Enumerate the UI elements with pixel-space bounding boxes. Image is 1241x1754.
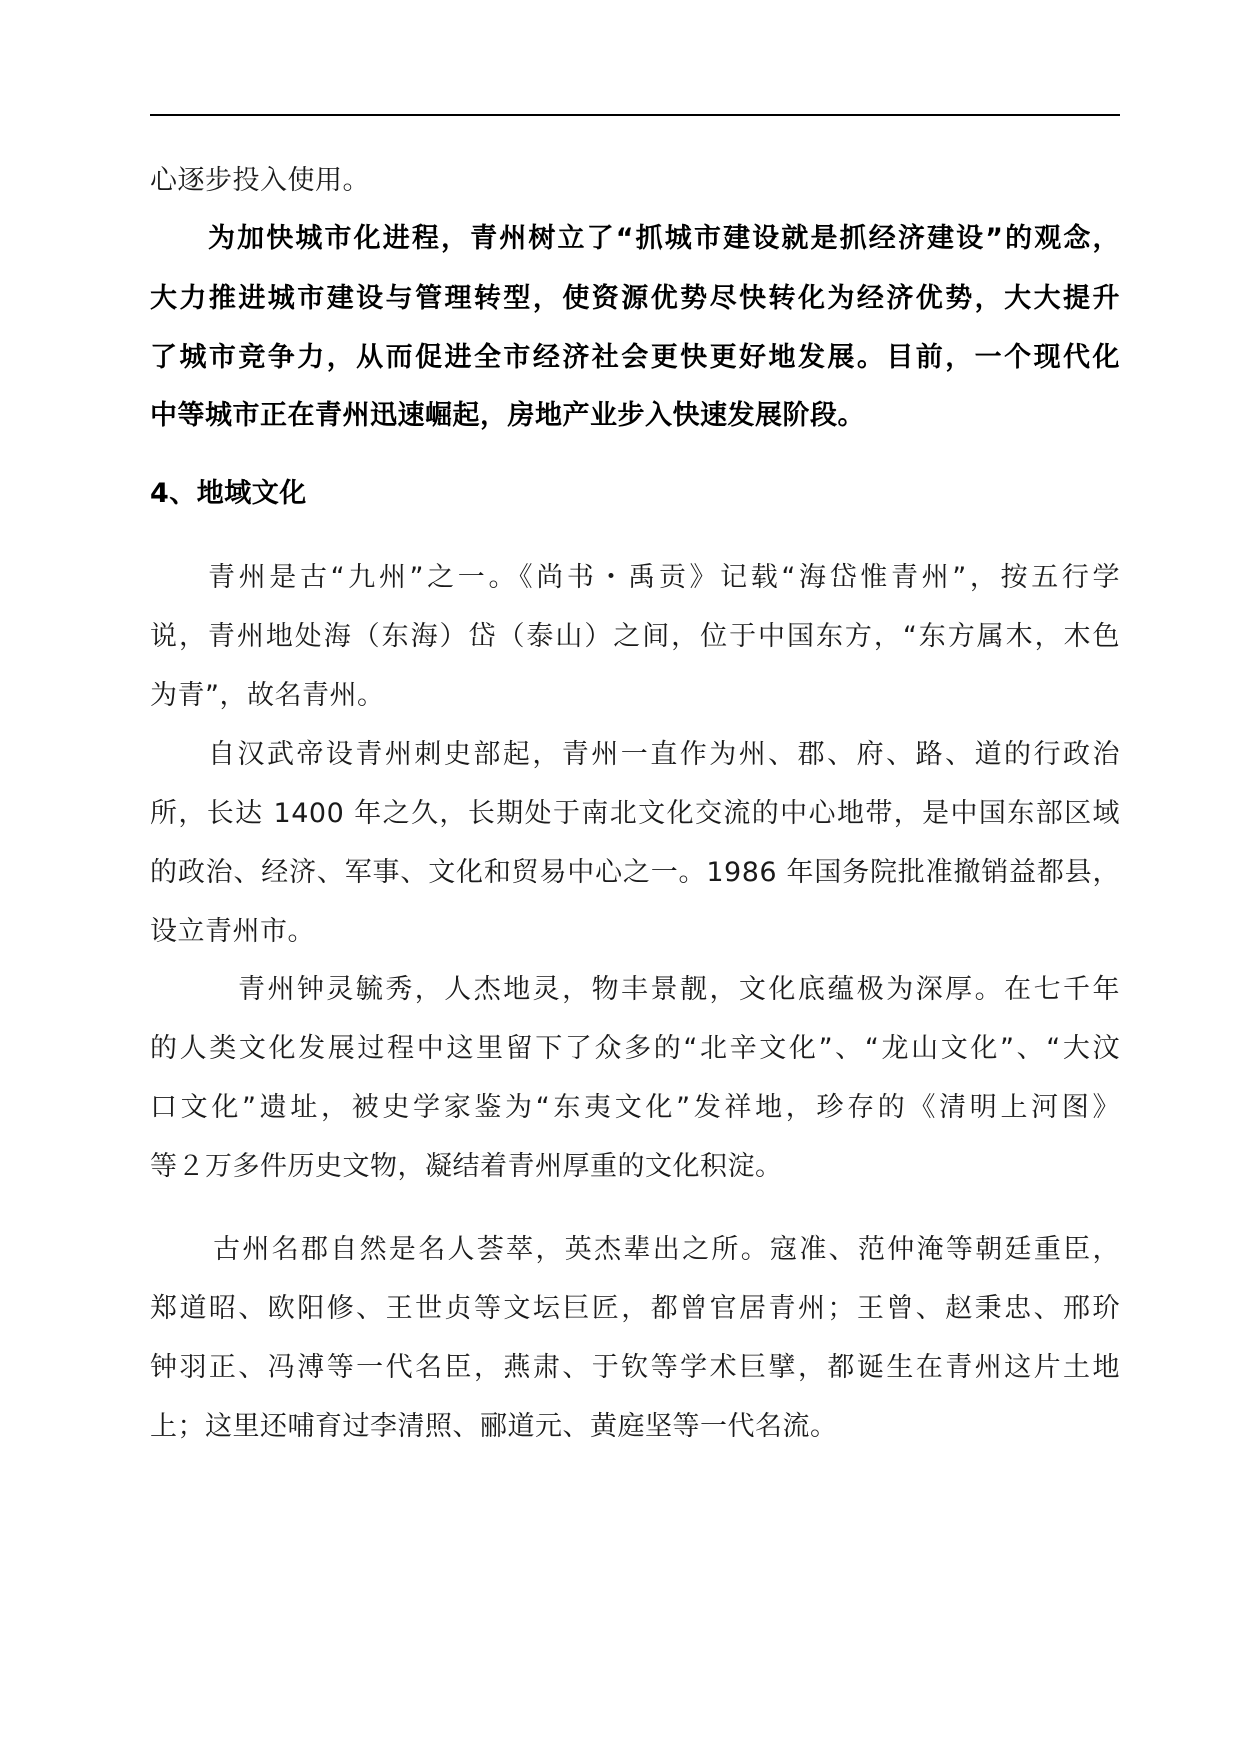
paragraph-line: 为青”，故名青州。: [150, 680, 385, 711]
paragraph-line: 自汉武帝设青州刺史部起，青州一直作为州、郡、府、路、道的行政治: [208, 739, 1120, 770]
paragraph-line: 心逐步投入使用。: [150, 165, 370, 196]
header-rule: [150, 114, 1120, 116]
paragraph-line: 青州是古“九州”之一。《尚书・禹贡》记载“海岱惟青州”，按五行学: [208, 562, 1120, 593]
paragraph-line: 古州名郡自然是名人荟萃，英杰辈出之所。寇准、范仲淹等朝廷重臣，: [213, 1234, 1120, 1265]
paragraph-line: 设立青州市。: [150, 916, 315, 947]
paragraph-line: 为加快城市化进程，青州树立了“抓城市建设就是抓经济建设”的观念，: [208, 223, 1120, 254]
paragraph-line: 所，长达 1400 年之久，长期处于南北文化交流的中心地带，是中国东部区域: [150, 798, 1120, 829]
paragraph-line: 中等城市正在青州迅速崛起，房地产业步入快速发展阶段。: [150, 400, 865, 431]
paragraph-line: 口文化”遗址，被史学家鉴为“东夷文化”发祥地，珍存的《清明上河图》: [150, 1092, 1120, 1123]
paragraph-line: 等２万多件历史文物，凝结着青州厚重的文化积淀。: [150, 1151, 783, 1182]
paragraph-line: 郑道昭、欧阳修、王世贞等文坛巨匠，都曾官居青州；王曾、赵秉忠、邢玠: [150, 1293, 1120, 1324]
paragraph-line: 了城市竞争力，从而促进全市经济社会更快更好地发展。目前，一个现代化: [150, 342, 1120, 373]
paragraph-line: 上；这里还哺育过李清照、郦道元、黄庭坚等一代名流。: [150, 1411, 838, 1442]
paragraph-line: 大力推进城市建设与管理转型，使资源优势尽快转化为经济优势，大大提升: [150, 283, 1120, 314]
paragraph-line: 的政治、经济、军事、文化和贸易中心之一。1986 年国务院批准撤销益都县，: [150, 857, 1120, 888]
paragraph-line: 的人类文化发展过程中这里留下了众多的“北辛文化”、“龙山文化”、“大汶: [150, 1033, 1120, 1064]
paragraph-line: 说，青州地处海（东海）岱（泰山）之间，位于中国东方，“东方属木，木色: [150, 621, 1120, 652]
paragraph-line: 青州钟灵毓秀，人杰地灵，物丰景靓，文化底蕴极为深厚。在七千年: [238, 974, 1120, 1005]
section-heading: 4、地域文化: [150, 478, 307, 509]
paragraph-line: 钟羽正、冯溥等一代名臣，燕肃、于钦等学术巨擘，都诞生在青州这片土地: [150, 1352, 1120, 1383]
